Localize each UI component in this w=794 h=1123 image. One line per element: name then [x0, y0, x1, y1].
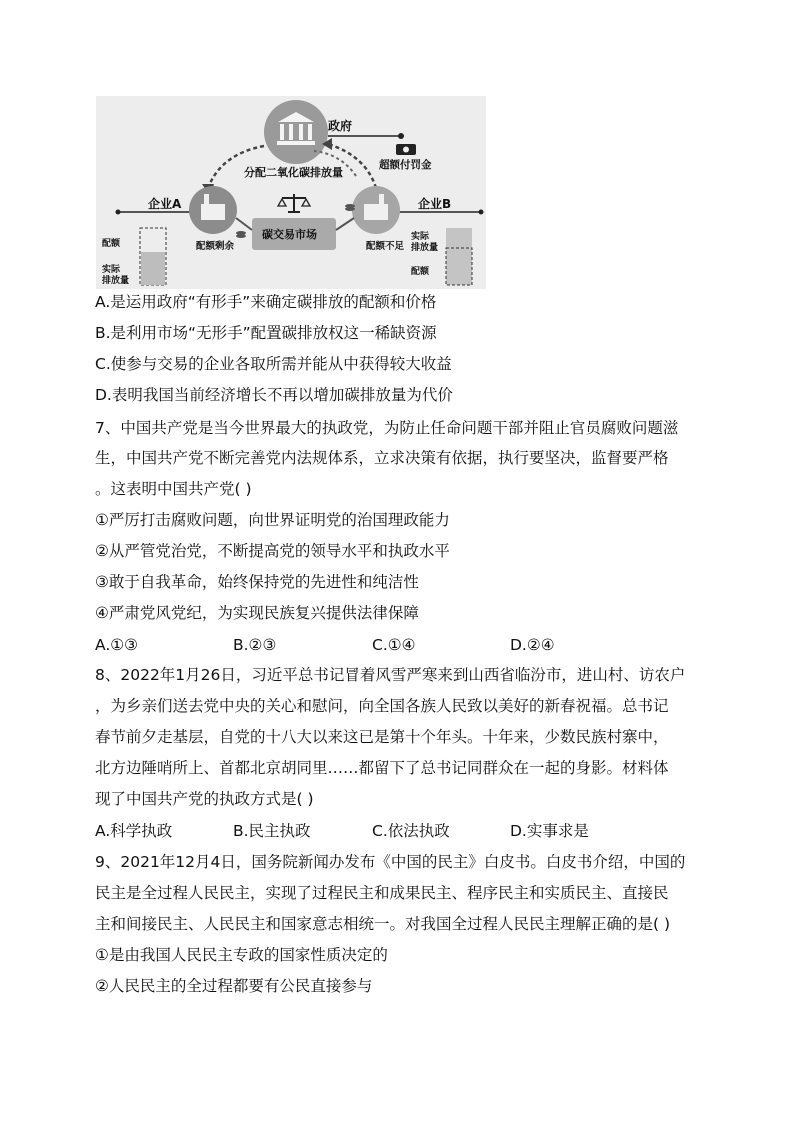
market-label: 碳交易市场: [262, 228, 317, 241]
q9-stem-line-2: 民主是全过程人民民主，实现了过程民主和成果民主、程序民主和实质民主、直接民: [95, 884, 669, 902]
q7-option-a: A.①③: [95, 636, 139, 654]
emission-label-b: 排放量: [411, 243, 439, 253]
factory-a-icon: [189, 186, 237, 234]
q8-option-c: C.依法执政: [372, 822, 450, 840]
q9-item-1: ①是由我国人民民主专政的国家性质决定的: [95, 946, 388, 964]
q6-option-a: A.是运用政府“有形手”来确定碳排放的配额和价格: [95, 293, 437, 311]
actual-label-b: 实际: [411, 232, 430, 242]
q6-option-d: D.表明我国当前经济增长不再以增加碳排放量为代价: [95, 386, 453, 404]
company-a-label: 企业A: [148, 197, 182, 211]
q7-stem-line-3: 。这表明中国共产党( ): [95, 480, 252, 498]
q6-option-b: B.是利用市场“无形手”配置碳排放权这一稀缺资源: [95, 324, 437, 342]
q8-stem-line-2: ，为乡亲们送去党中央的关心和慰问，向全国各族人民致以美好的新春祝福。总书记: [95, 697, 669, 715]
quota-label-b: 配额: [411, 267, 430, 277]
q7-option-b: B.②③: [233, 636, 277, 654]
q9-stem-line-3: 主和间接民主、人民民主和国家意志相统一。对我国全过程人民民主理解正确的是( ): [95, 915, 671, 933]
q8-option-b: B.民主执政: [233, 822, 311, 840]
q8-option-a: A.科学执政: [95, 822, 173, 840]
q6-option-c: C.使参与交易的企业各取所需并能从中获得较大收益: [95, 355, 452, 373]
q7-stem-line-1: 7、中国共产党是当今世界最大的执政党，为防止任命问题干部并阻止官员腐败问题滋: [95, 419, 679, 437]
money-icon: [396, 144, 416, 155]
quota-label-a: 配额: [102, 239, 121, 249]
distribute-label: 分配二氧化碳排放量: [244, 166, 343, 179]
q7-item-1: ①严厉打击腐败问题，向世界证明党的治国理政能力: [95, 511, 450, 529]
emission-label-a: 排放量: [102, 276, 130, 286]
government-icon: [264, 100, 328, 164]
q7-option-c: C.①④: [372, 636, 416, 654]
q8-stem-line-1: 8、2022年1月26日，习近平总书记冒着风雪严寒来到山西省临汾市，进山村、访农户: [95, 666, 686, 684]
q7-stem-line-2: 生，中国共产党不断完善党内法规体系，立求决策有依据，执行要坚决，监督要严格: [95, 449, 669, 467]
quota-surplus-label: 配额剩余: [196, 241, 235, 252]
fine-label: 超额付罚金: [379, 159, 432, 171]
government-label: 政府: [328, 119, 353, 133]
q9-stem-line-1: 9、2021年12月4日，国务院新闻办发布《中国的民主》白皮书。白皮书介绍，中国的: [95, 853, 686, 871]
company-b-label: 企业B: [418, 197, 452, 211]
actual-label-a: 实际: [102, 265, 121, 275]
q8-stem-line-3: 春节前夕走基层，自党的十八大以来这已是第十个年头。十年来，少数民族村寨中，: [95, 728, 669, 746]
q8-option-d: D.实事求是: [510, 822, 589, 840]
q9-item-2: ②人民民主的全过程都要有公民直接参与: [95, 977, 373, 995]
q8-stem-line-5: 现了中国共产党的执政方式是( ): [95, 790, 314, 808]
q7-item-3: ③敢于自我革命，始终保持党的先进性和纯洁性: [95, 573, 419, 591]
q7-option-d: D.②④: [510, 636, 555, 654]
q7-item-4: ④严肃党风党纪，为实现民族复兴提供法律保障: [95, 604, 419, 622]
quota-short-label: 配额不足: [366, 241, 405, 252]
carbon-trading-diagram: [96, 96, 486, 289]
q7-item-2: ②从严管党治党，不断提高党的领导水平和执政水平: [95, 542, 450, 560]
factory-b-icon: [352, 186, 400, 234]
q8-stem-line-4: 北方边陲哨所上、首都北京胡同里……都留下了总书记同群众在一起的身影。材料体: [95, 759, 669, 777]
